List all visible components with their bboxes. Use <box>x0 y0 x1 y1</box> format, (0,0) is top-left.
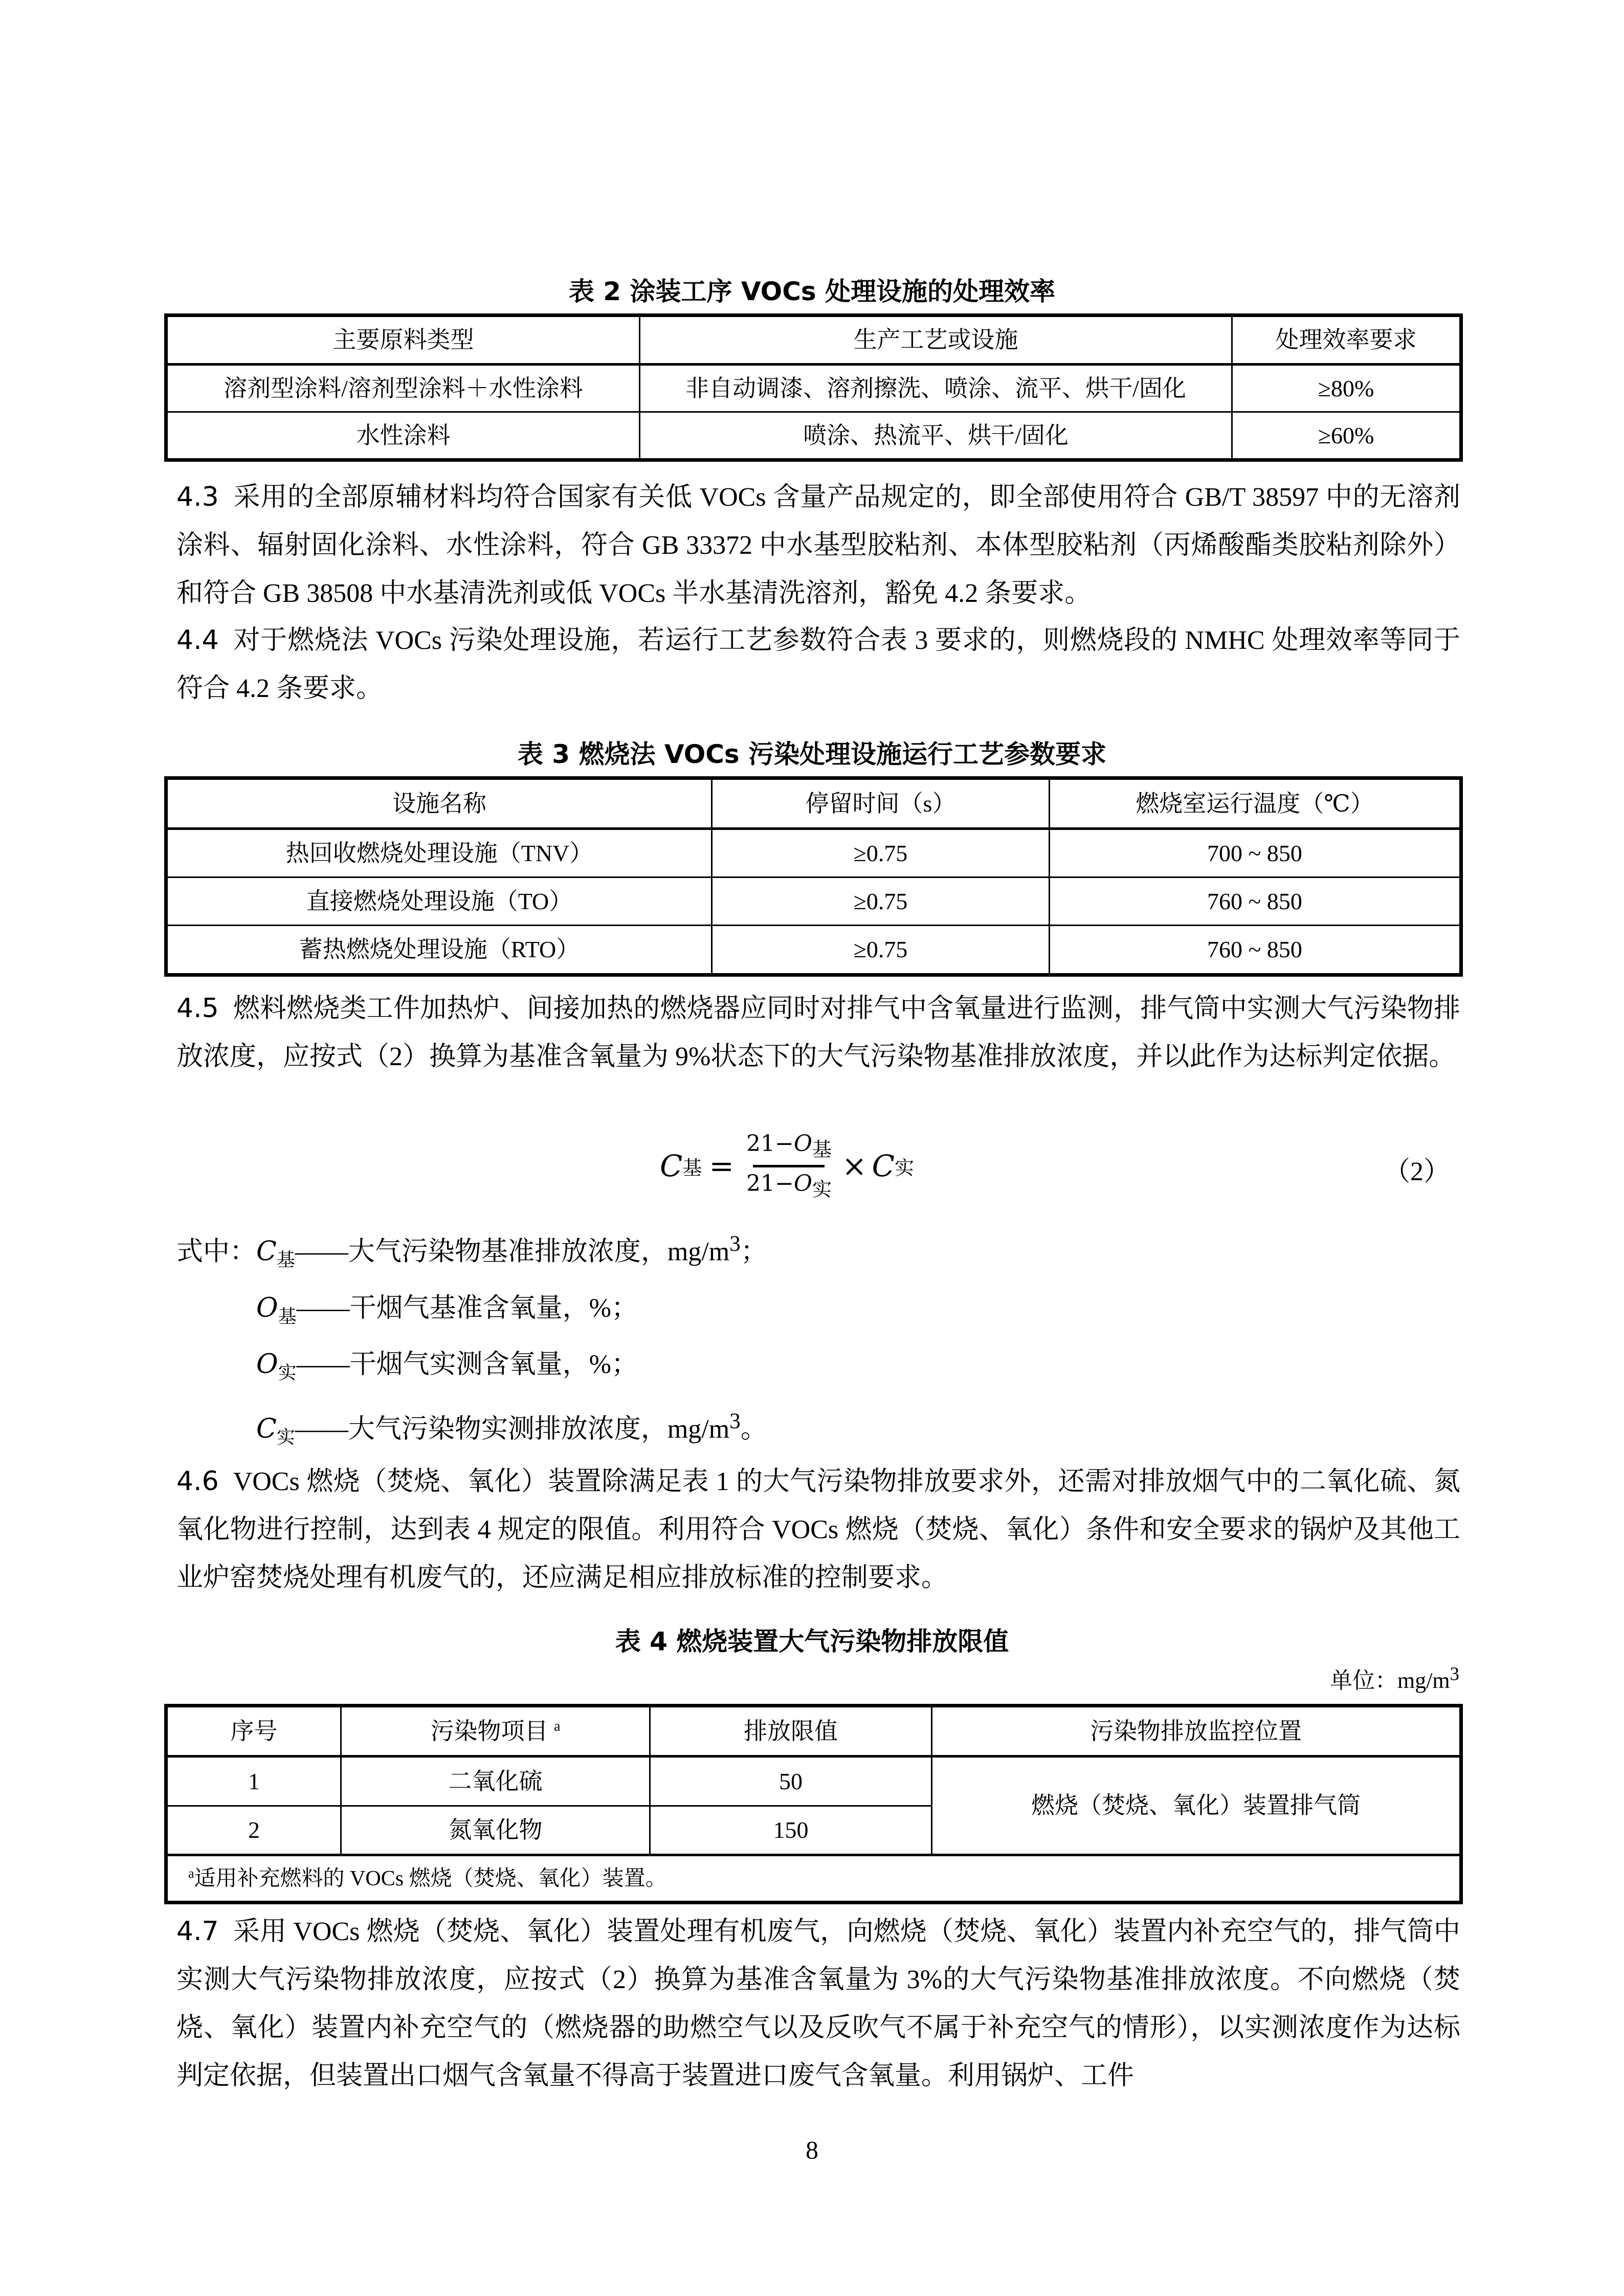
table-row <box>166 925 1461 975</box>
table4-header-cell: 序号 <box>166 1706 341 1757</box>
table2-caption: 表 2 涂装工序 VOCs 处理设施的处理效率 <box>568 277 1056 306</box>
table2-cell: 水性涂料 <box>166 412 640 460</box>
table3-cell: ≥0.75 <box>712 828 1050 877</box>
clause-number: 4.4 <box>176 625 219 656</box>
clause-text: VOCs 燃烧（焚烧、氧化）装置除满足表 1 的大气污染物排放要求外，还需对排放烟气中的二氧化硫、氮氧化物进行控制，达到表 4 规定的限值。利用符合 VOCs 燃烧（焚烧、氧化）条件和安全要求的锅炉及其他工业炉窑焚烧处理有机废气的，还应满足相应排放标准的控制要求。 <box>176 1467 1460 1592</box>
clause-4-4 <box>176 616 1460 713</box>
clause-text: 燃料燃烧类工件加热炉、间接加热的燃烧器应同时对排气中含氧量进行监测，排气筒中实测大气污染物排放浓度，应按式（2）换算为基准含氧量为 9%状态下的大气污染物基准排放浓度，并以此作为达标判定依据。 <box>176 994 1460 1071</box>
clause-4-7 <box>176 1907 1460 2100</box>
footnote-mark: a <box>188 1865 194 1881</box>
footnote-mark: a <box>554 1718 561 1735</box>
table2-header-cell: 生产工艺或设施 <box>640 316 1232 365</box>
table-row <box>166 412 1461 460</box>
def-var: O <box>256 1349 278 1380</box>
definitions-lead: 式中： <box>176 1237 257 1267</box>
clause-text: 采用的全部原辅材料均符合国家有关低 VOCs 含量产品规定的，即全部使用符合 GB/T 38597 中的无溶剂涂料、辐射固化涂料、水性涂料，符合 GB 33372 中水基型胶粘剂、本体型胶粘剂（丙烯酸酯类胶粘剂除外）和符合 GB 38508 中水基清洗剂或低 VOCs 半水基清洗溶剂，豁免 4.2 条要求。 <box>176 483 1460 608</box>
formula-lhs-sub: 基 <box>682 1156 702 1179</box>
table2-header-row <box>166 316 1461 365</box>
clause-text: 采用 VOCs 燃烧（焚烧、氧化）装置处理有机废气，向燃烧（焚烧、氧化）装置内补充空气的，排气筒中实测大气污染物排放浓度，应按式（2）换算为基准含氧量为 3%的大气污染物基准排放浓度。不向燃烧（焚烧、氧化）装置内补充空气的（燃烧器的助燃空气以及反吹气不属于补充空气的情形），以实测浓度作为达标判定依据，但装置出口烟气含氧量不得高于装置进口废气含氧量。利用锅炉、工件 <box>176 1917 1460 2090</box>
def-sup: 3 <box>729 1231 741 1256</box>
table2-header-cell: 主要原料类型 <box>166 316 640 365</box>
table2-header-cell: 处理效率要求 <box>1232 316 1461 365</box>
denominator-const: 21− <box>746 1170 794 1197</box>
table3-cell: 760 ~ 850 <box>1050 877 1461 926</box>
def-end: 。 <box>740 1414 767 1444</box>
def-sub: 基 <box>276 1249 295 1270</box>
equation-number: （2） <box>1383 1157 1450 1186</box>
def-sup: 3 <box>729 1408 741 1433</box>
table4-unit <box>1330 1662 1459 1695</box>
numerator-sub: 基 <box>812 1138 832 1161</box>
table3-cell: 蓄热燃烧处理设施（RTO） <box>166 925 712 975</box>
table2-cell: 喷涂、热流平、烘干/固化 <box>640 412 1232 460</box>
formula-rhs-sub: 实 <box>894 1156 914 1179</box>
table-row <box>166 364 1461 412</box>
table4-cell: 1 <box>166 1757 341 1806</box>
table3-header-row <box>166 778 1461 829</box>
clause-4-6 <box>176 1457 1460 1602</box>
def-end: ； <box>740 1237 767 1267</box>
table3-cell: ≥0.75 <box>712 925 1050 975</box>
table4-cell: 50 <box>650 1757 932 1806</box>
table3-header-cell: 设施名称 <box>166 778 712 829</box>
clause-number: 4.7 <box>176 1916 219 1947</box>
def-sub: 基 <box>278 1306 297 1327</box>
clause-number: 4.5 <box>176 993 219 1024</box>
table4-merged-location: 燃烧（焚烧、氧化）装置排气筒 <box>932 1757 1461 1855</box>
formula-equals: = <box>709 1149 735 1183</box>
table4-caption: 表 4 燃烧装置大气污染物排放限值 <box>615 1627 1009 1656</box>
table3-cell: ≥0.75 <box>712 877 1050 926</box>
table3-header-cell: 燃烧室运行温度（℃） <box>1050 778 1461 829</box>
numerator-var: O <box>793 1130 812 1157</box>
fraction-bar <box>753 1165 825 1167</box>
def-desc: ——大气污染物基准排放浓度，mg/m <box>295 1237 730 1267</box>
table4-header-cell: 排放限值 <box>650 1706 932 1757</box>
table4-cell: 2 <box>166 1806 341 1855</box>
def-sub: 实 <box>278 1362 297 1383</box>
formula-rhs-var: C <box>872 1149 895 1183</box>
table4-header-cell: 污染物排放监控位置 <box>932 1706 1461 1757</box>
def-var: C <box>256 1236 277 1267</box>
table2-cell: 非自动调漆、溶剂擦洗、喷涂、流平、烘干/固化 <box>640 364 1232 412</box>
definition-row <box>176 1340 767 1397</box>
clause-4-5 <box>176 984 1460 1081</box>
denominator-var: O <box>793 1170 812 1197</box>
formula-definitions <box>176 1220 767 1461</box>
table4-footnote-row <box>166 1855 1461 1902</box>
page-number: 8 <box>806 2135 818 2164</box>
table2-cell: 溶剂型涂料/溶剂型涂料＋水性涂料 <box>166 364 640 412</box>
table4-cell: 二氧化硫 <box>341 1757 650 1806</box>
table4-header-row <box>166 1706 1461 1757</box>
table2-cell: ≥80% <box>1232 364 1461 412</box>
table4-header-cell <box>341 1706 650 1757</box>
table4-cell: 氮氧化物 <box>341 1806 650 1855</box>
clause-text: 对于燃烧法 VOCs 污染处理设施，若运行工艺参数符合表 3 要求的，则燃烧段的 NMHC 处理效率等同于符合 4.2 条要求。 <box>176 626 1460 703</box>
table-row <box>166 877 1461 926</box>
formula-lhs-var: C <box>660 1149 683 1183</box>
definition-row <box>176 1397 767 1461</box>
formula-fraction <box>746 1131 832 1202</box>
table2 <box>164 313 1463 462</box>
numerator-const: 21− <box>746 1130 794 1157</box>
def-sub: 实 <box>276 1427 295 1448</box>
clause-4-3 <box>176 473 1460 618</box>
table3-cell: 760 ~ 850 <box>1050 925 1461 975</box>
table3-cell: 700 ~ 850 <box>1050 828 1461 877</box>
table3-cell: 热回收燃烧处理设施（TNV） <box>166 828 712 877</box>
table-row <box>166 1757 1461 1806</box>
table4-footnote <box>166 1855 1461 1902</box>
clause-number: 4.6 <box>176 1466 219 1497</box>
footnote-text: 适用补充燃料的 VOCs 燃烧（焚烧、氧化）装置。 <box>194 1866 667 1890</box>
table3-caption: 表 3 燃烧法 VOCs 污染处理设施运行工艺参数要求 <box>517 739 1107 769</box>
formula-2 <box>660 1128 914 1204</box>
table4-cell: 150 <box>650 1806 932 1855</box>
clause-number: 4.3 <box>176 482 219 512</box>
formula-times: × <box>841 1149 867 1183</box>
table-row <box>166 828 1461 877</box>
denominator-sub: 实 <box>812 1178 832 1201</box>
def-desc: ——干烟气基准含氧量，%； <box>296 1293 638 1323</box>
table4 <box>164 1704 1463 1904</box>
table3 <box>164 776 1463 977</box>
table2-cell: ≥60% <box>1232 412 1461 460</box>
def-var: O <box>256 1292 278 1323</box>
unit-label: 单位：mg/m <box>1329 1668 1450 1693</box>
table3-cell: 直接燃烧处理设施（TO） <box>166 877 712 926</box>
header-text: 污染物项目 <box>430 1718 548 1745</box>
definition-row <box>176 1220 767 1284</box>
def-desc: ——大气污染物实测排放浓度，mg/m <box>295 1414 730 1444</box>
formula-numerator <box>746 1131 832 1162</box>
def-var: C <box>256 1413 277 1444</box>
unit-sup: 3 <box>1450 1663 1459 1684</box>
table3-header-cell: 停留时间（s） <box>712 778 1050 829</box>
def-desc: ——干烟气实测含氧量，%； <box>296 1350 638 1380</box>
formula-denominator <box>746 1170 832 1202</box>
definition-row <box>176 1284 767 1340</box>
